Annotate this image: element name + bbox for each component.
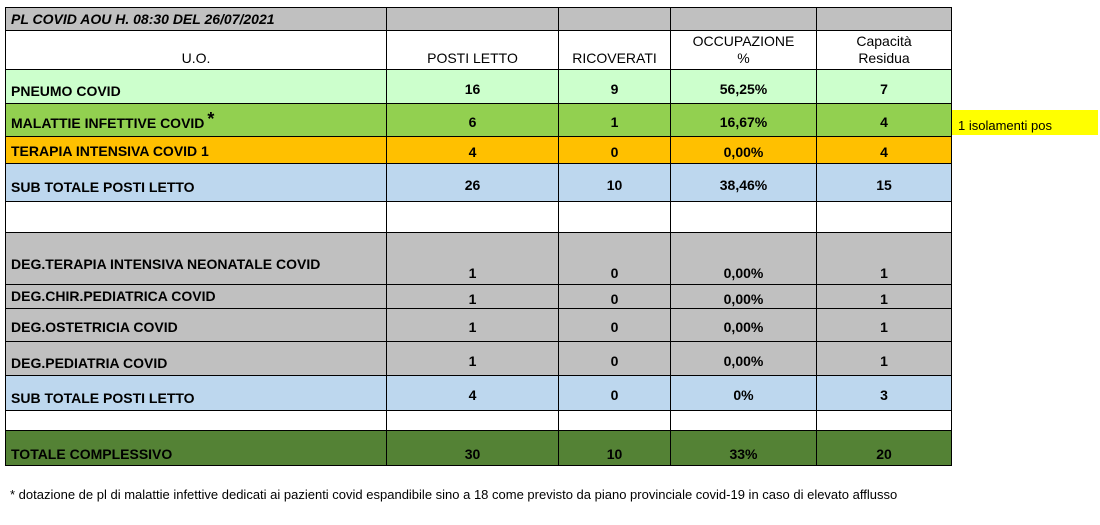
row-capacita: 7 [817, 70, 952, 104]
row-posti-letto: 26 [387, 164, 559, 202]
table-row-deg-chir-pediatrica [6, 285, 952, 309]
empty-cell [387, 411, 559, 431]
row-posti-letto: 30 [387, 431, 559, 466]
bed-occupancy-table-container [5, 7, 952, 466]
footnote-marker: * [207, 109, 215, 129]
row-capacita: 15 [817, 164, 952, 202]
row-capacita: 1 [817, 285, 952, 309]
row-ricoverati: 10 [559, 431, 671, 466]
empty-cell [559, 411, 671, 431]
row-name: SUB TOTALE POSTI LETTO [6, 376, 387, 411]
row-capacita: 1 [817, 233, 952, 285]
empty-cell [671, 8, 817, 31]
row-posti-letto: 1 [387, 342, 559, 376]
report-title: PL COVID AOU H. 08:30 DEL 26/07/2021 [6, 8, 387, 31]
spacer-row [6, 411, 952, 431]
row-name: TERAPIA INTENSIVA COVID 1 [6, 137, 387, 164]
row-occupazione: 0% [671, 376, 817, 411]
row-occupazione: 0,00% [671, 137, 817, 164]
empty-cell [817, 411, 952, 431]
row-capacita: 4 [817, 104, 952, 137]
table-row-subtotal-covid [6, 164, 952, 202]
empty-cell [387, 8, 559, 31]
empty-cell [671, 202, 817, 233]
row-capacita: 1 [817, 342, 952, 376]
row-occupazione: 38,46% [671, 164, 817, 202]
empty-cell [559, 202, 671, 233]
row-name: DEG.OSTETRICIA COVID [6, 309, 387, 342]
bed-occupancy-table [5, 7, 952, 466]
row-name: DEG.PEDIATRIA COVID [6, 342, 387, 376]
row-occupazione: 0,00% [671, 342, 817, 376]
header-occupazione-line2: % [737, 50, 750, 66]
table-row-malattie-infettive [6, 104, 952, 137]
row-capacita: 1 [817, 309, 952, 342]
row-name: SUB TOTALE POSTI LETTO [6, 164, 387, 202]
empty-cell [817, 8, 952, 31]
header-occupazione [671, 31, 817, 70]
side-note-isolamenti: 1 isolamenti pos [952, 110, 1098, 135]
row-posti-letto: 1 [387, 233, 559, 285]
empty-cell [387, 202, 559, 233]
header-capacita-line2: Residua [858, 50, 910, 66]
row-ricoverati: 1 [559, 104, 671, 137]
empty-cell [6, 411, 387, 431]
row-ricoverati: 9 [559, 70, 671, 104]
row-posti-letto: 4 [387, 137, 559, 164]
row-occupazione: 56,25% [671, 70, 817, 104]
row-ricoverati: 0 [559, 376, 671, 411]
table-row-pneumo-covid [6, 70, 952, 104]
row-occupazione: 0,00% [671, 309, 817, 342]
header-row [6, 31, 952, 70]
row-ricoverati: 0 [559, 285, 671, 309]
table-row-subtotal-materno-infantile [6, 376, 952, 411]
table-row-deg-pediatria [6, 342, 952, 376]
header-occupazione-line1: OCCUPAZIONE [692, 33, 795, 49]
row-name: MALATTIE INFETTIVE COVID [11, 115, 205, 131]
row-posti-letto: 1 [387, 309, 559, 342]
header-capacita-line1: Capacità [856, 33, 912, 49]
row-name: DEG.CHIR.PEDIATRICA COVID [6, 285, 387, 309]
spacer-row [6, 202, 952, 233]
empty-cell [559, 8, 671, 31]
table-row-totale-complessivo [6, 431, 952, 466]
header-uo: U.O. [6, 31, 387, 70]
empty-cell [6, 202, 387, 233]
table-row-deg-terapia-neonatale [6, 233, 952, 285]
row-capacita: 4 [817, 137, 952, 164]
row-name: TOTALE COMPLESSIVO [6, 431, 387, 466]
header-ricoverati: RICOVERATI [559, 31, 671, 70]
row-occupazione: 0,00% [671, 233, 817, 285]
row-posti-letto: 1 [387, 285, 559, 309]
row-name-cell [6, 104, 387, 137]
row-ricoverati: 0 [559, 309, 671, 342]
row-occupazione: 0,00% [671, 285, 817, 309]
row-name: PNEUMO COVID [6, 70, 387, 104]
header-posti-letto: POSTI LETTO [387, 31, 559, 70]
empty-cell [817, 202, 952, 233]
table-row-terapia-intensiva [6, 137, 952, 164]
row-posti-letto: 6 [387, 104, 559, 137]
row-posti-letto: 4 [387, 376, 559, 411]
row-capacita: 3 [817, 376, 952, 411]
table-row-deg-ostetricia [6, 309, 952, 342]
row-ricoverati: 10 [559, 164, 671, 202]
row-occupazione: 16,67% [671, 104, 817, 137]
row-capacita: 20 [817, 431, 952, 466]
footnote: * dotazione de pl di malattie infettive dedicati ai pazienti covid espandibile sino a 18 come previsto da piano provinciale covid-19 in caso di elevato afflusso [10, 487, 898, 502]
row-posti-letto: 16 [387, 70, 559, 104]
row-ricoverati: 0 [559, 233, 671, 285]
empty-cell [671, 411, 817, 431]
row-occupazione: 33% [671, 431, 817, 466]
row-ricoverati: 0 [559, 137, 671, 164]
row-ricoverati: 0 [559, 342, 671, 376]
header-capacita [817, 31, 952, 70]
row-name: DEG.TERAPIA INTENSIVA NEONATALE COVID [6, 233, 387, 285]
